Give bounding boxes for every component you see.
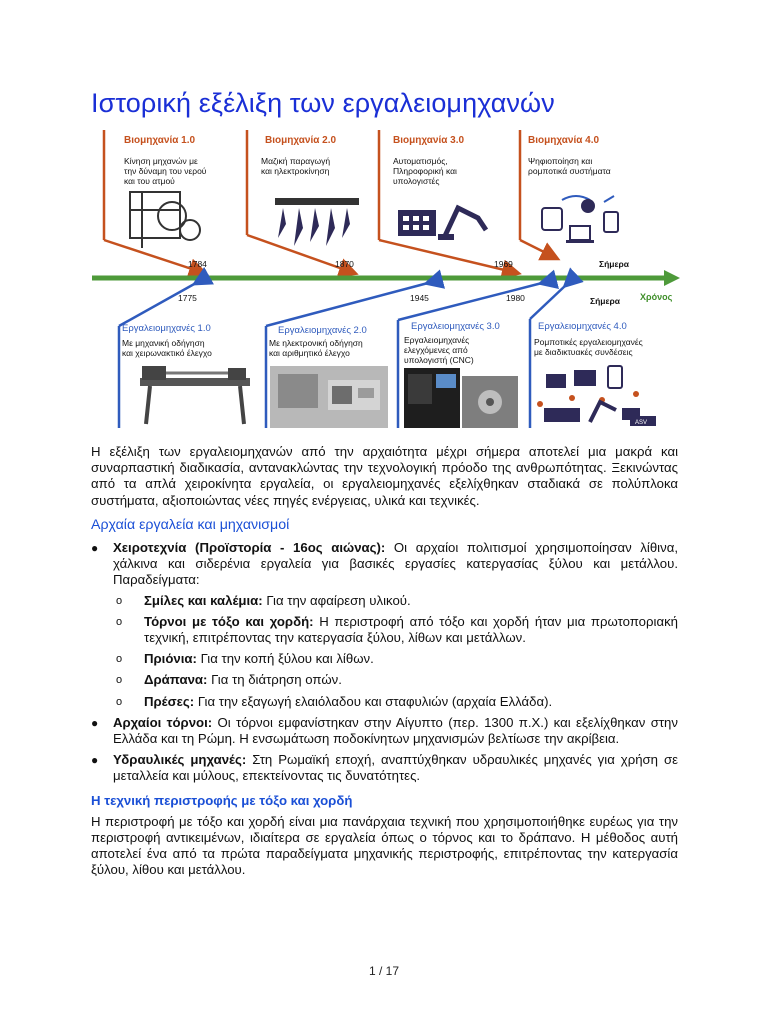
sub-bullet-icon: o	[116, 615, 123, 628]
industry-3-label: Βιομηχανία 3.0	[393, 135, 465, 146]
term-handicraft: Χειροτεχνία (Προϊστορία - 16ος αιώνας):	[113, 540, 386, 556]
assembly-line-illustration	[275, 198, 359, 246]
handicraft-examples-list	[113, 593, 678, 710]
timeline-axis-label: Χρόνος	[640, 292, 673, 302]
list-item-handicraft	[91, 540, 678, 710]
industry-1-desc-3: και του ατμού	[124, 176, 175, 186]
industry-1-panel	[104, 130, 207, 273]
bullet-icon: ●	[91, 541, 99, 556]
industry-1-label: Βιομηχανία 1.0	[124, 135, 196, 146]
machine-tools-2-desc-2: και αριθμητικό έλεγχο	[269, 348, 350, 358]
sub-bullet-icon: o	[116, 695, 123, 708]
machine-tools-2-year: 1945	[410, 293, 429, 303]
machine-tools-4-panel	[530, 285, 656, 428]
sub-bullet-icon: o	[116, 653, 123, 666]
machine-tools-4-label: Εργαλειομηχανές 4.0	[538, 321, 627, 332]
sub-text-presses: Για την εξαγωγή ελαιόλαδου και σταφυλιών (αρχαία Ελλάδα).	[194, 693, 553, 709]
machine-tools-2-label: Εργαλειομηχανές 2.0	[278, 325, 367, 336]
asv-label: ASV	[635, 420, 648, 426]
sub-bullet-icon: o	[116, 674, 123, 687]
sub-text-drills: Για τη διάτρηση οπών.	[207, 672, 342, 688]
section-heading-bow-technique: Η τεχνική περιστροφής με τόξο και χορδή	[91, 792, 353, 808]
loom-illustration	[130, 192, 200, 248]
bullet-icon: ●	[91, 715, 99, 730]
industry-3-desc-1: Αυτοματισμός,	[393, 156, 448, 166]
industry-4-label: Βιομηχανία 4.0	[528, 135, 600, 146]
document-body	[91, 444, 678, 879]
industry-3-desc-2: Πληροφορική και	[393, 166, 457, 176]
industry-3-year: 1969	[494, 259, 513, 269]
sub-text-saws: Για την κοπή ξύλου και λίθων.	[196, 651, 374, 667]
machine-tools-3-label: Εργαλειομηχανές 3.0	[411, 321, 500, 332]
sub-term-bow-lathes: Τόρνοι με τόξο και χορδή:	[144, 613, 314, 629]
cnc-machine-illustration	[404, 368, 518, 428]
industry-2-desc-2: και ηλεκτροκίνηση	[261, 166, 330, 176]
text-handicraft: Οι αρχαίοι πολιτισμοί χρησιμοποίησαν λίθινα, χάλκινα και σιδερένια εργαλεία για βασικές εργασίες κατεργασίας ξύλου και μετάλλου. Παραδείγματα:	[113, 540, 678, 588]
sub-term-saws: Πριόνια:	[144, 651, 197, 667]
industry-2-panel	[247, 130, 359, 273]
machine-tools-2-desc-1: Με ηλεκτρονική οδήγηση	[269, 338, 363, 348]
sub-item-presses	[113, 694, 678, 710]
page-title: Ιστορική εξέλιξη των εργαλειομηχανών	[91, 88, 555, 118]
timeline-arrowhead	[664, 270, 680, 286]
timeline-figure	[92, 130, 680, 430]
machine-tools-1-year: 1775	[178, 293, 197, 303]
sub-term-presses: Πρέσες:	[144, 693, 195, 709]
machine-tools-1-desc-2: και χειρωνακτικό έλεγχο	[122, 348, 212, 358]
section-heading-ancient-tools: Αρχαία εργαλεία και μηχανισμοί	[91, 516, 290, 533]
sub-text-bow-lathes: Η περιστροφή από τόξο και χορδή ήταν μια πρωτοποριακή τεχνική, επιτρέποντας την κατεργασία ξύλου, λίθων και μετάλλων.	[144, 613, 678, 646]
lathe-illustration	[140, 366, 250, 424]
machine-tools-3-desc-2: ελεγχόμενες από	[404, 345, 468, 355]
timeline-svg	[92, 130, 680, 430]
smart-factory-illustration	[537, 366, 656, 426]
machine-tools-3-panel	[398, 283, 542, 428]
machine-tools-3-desc-3: υπολογιστή (CNC)	[404, 355, 474, 365]
machine-tools-1-label: Εργαλειομηχανές 1.0	[122, 323, 211, 334]
page-number: 1 / 17	[368, 964, 400, 978]
term-ancient-lathes: Αρχαίοι τόρνοι:	[113, 714, 213, 730]
industry-4-desc-1: Ψηφιοποίηση και	[528, 156, 593, 166]
sub-text-chisels: Για την αφαίρεση υλικού.	[262, 592, 411, 608]
sub-item-bow-lathes	[113, 614, 678, 646]
ancient-tools-list	[91, 540, 678, 785]
list-item-ancient-lathes	[91, 715, 678, 747]
devices-illustration	[542, 196, 618, 243]
text-hydraulic-machines: Στη Ρωμαϊκή εποχή, αναπτύχθηκαν υδραυλικές μηχανές για χρήση σε μεταλλεία και μύλους, επεκτείνοντας τις δυνατότητες.	[113, 752, 678, 784]
industry-3-desc-3: υπολογιστές	[393, 176, 440, 186]
nc-machine-illustration	[270, 366, 388, 428]
sub-item-saws	[113, 651, 678, 667]
industry-1-desc-2: την δύναμη του νερού	[124, 166, 207, 176]
machine-tools-3-desc-1: Εργαλειομηχανές	[404, 335, 470, 345]
bow-technique-paragraph: Η περιστροφή με τόξο και χορδή είναι μια πανάρχαια τεχνική που χρησιμοποιήθηκε ευρέως για την περιστροφή αντικειμένων, ιδιαίτερα σε εργαλεία όπως ο τόρνος και το δράπανο. Η μέθοδος αυτή αποτελεί ένα από τα πρώτα παραδείγματα μηχανικής περιστροφής, επιτρέποντας την κατεργασία ξύλου, λίθου και μετάλλου.	[91, 813, 678, 878]
industry-2-year: 1870	[335, 259, 354, 269]
industry-4-desc-2: ρομποτικά συστήματα	[528, 166, 611, 176]
industry-1-year: 1784	[188, 259, 207, 269]
industry-1-desc-1: Κίνηση μηχανών με	[124, 156, 198, 166]
machine-tools-3-year: 1980	[506, 293, 525, 303]
machine-tools-4-desc-2: με διαδικτυακές συνδέσεις	[534, 347, 633, 357]
text-ancient-lathes: Οι τόρνοι εμφανίστηκαν στην Αίγυπτο (περ. 1300 π.Χ.) και εξελίχθηκαν στην Ελλάδα και τη Ρώμη. Η ενσωμάτωση ποδοκίνητων μηχανισμών βελτίωσε την ακρίβεια.	[113, 714, 678, 747]
sub-term-chisels: Σμίλες και καλέμια:	[144, 592, 263, 608]
sub-item-drills	[113, 672, 678, 688]
industry-4-year: Σήμερα	[599, 259, 630, 269]
industry-2-label: Βιομηχανία 2.0	[265, 135, 337, 146]
machine-tools-4-year: Σήμερα	[590, 296, 621, 306]
list-item-hydraulic-machines	[91, 752, 678, 784]
industry-4-panel	[520, 130, 630, 269]
machine-tools-1-desc-1: Με μηχανική οδήγηση	[122, 338, 205, 348]
industry-2-desc-1: Μαζική παραγωγή	[261, 156, 331, 166]
sub-bullet-icon: o	[116, 594, 123, 607]
bullet-icon: ●	[91, 753, 99, 768]
robot-arm-illustration	[398, 208, 486, 240]
intro-paragraph: Η εξέλιξη των εργαλειομηχανών από την αρχαιότητα μέχρι σήμερα αποτελεί μια μακρά και συναρπαστική διαδικασία, αντανακλώντας την τεχνολογική πρόοδο της ανθρωπότητας. Ξεκινώντας από τα απλά χειροκίνητα εργαλεία, οι εργαλειομηχανές εξελίχθηκαν σταδιακά σε πολύπλοκα συστήματα, αξιοποιώντας νέες πηγές ενέργειας, υλικά και τεχνικές.	[91, 444, 678, 508]
sub-term-drills: Δράπανα:	[144, 672, 208, 688]
industry-3-panel	[379, 130, 517, 273]
term-hydraulic-machines: Υδραυλικές μηχανές:	[113, 752, 247, 768]
machine-tools-1-panel	[119, 283, 250, 428]
sub-item-chisels	[113, 593, 678, 609]
machine-tools-4-desc-1: Ρομποτικές εργαλειομηχανές	[534, 337, 643, 347]
